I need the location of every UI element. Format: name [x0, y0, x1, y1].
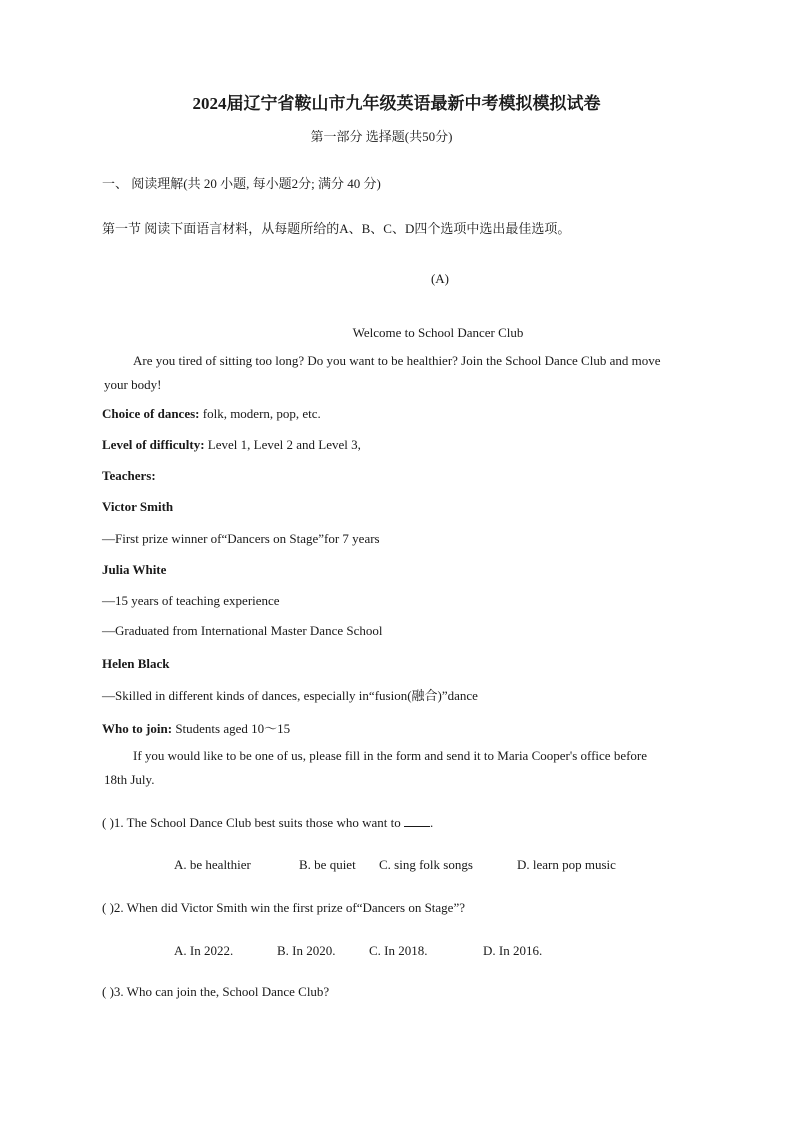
- section-instruction: 第一节 阅读下面语言材料，从每题所给的A、B、C、D四个选项中选出最佳选项。: [102, 221, 571, 236]
- question-2-stem: ( )2. When did Victor Smith win the first prize of“Dancers on Stage”?: [102, 900, 465, 915]
- passage-title: Welcome to School Dancer Club: [352, 325, 524, 340]
- closing-line1: If you would like to be one of us, please fill in the form and send it to Maria Cooper's office before: [133, 748, 648, 763]
- teacher3-detail: —Skilled in different kinds of dances, especially in“fusion(融合)”dance: [102, 688, 478, 703]
- teacher3-name: Helen Black: [102, 656, 170, 671]
- closing-line2: 18th July.: [104, 772, 155, 787]
- answer-blank: [404, 815, 430, 827]
- teachers-label: Teachers:: [102, 468, 156, 483]
- question-2-option-b: B. In 2020.: [277, 943, 336, 958]
- question-3-stem: ( )3. Who can join the, School Dance Club?: [102, 984, 330, 999]
- question-2-option-d: D. In 2016.: [483, 943, 543, 958]
- page-title: 2024届辽宁省鞍山市九年级英语最新中考模拟模拟试卷: [192, 94, 601, 113]
- teacher2-detail-2: —Graduated from International Master Dance School: [102, 623, 383, 638]
- who-value: Students aged 10～15: [172, 721, 291, 736]
- page-subtitle: 第一部分 选择题(共50分): [310, 129, 453, 144]
- who-row: [102, 721, 290, 737]
- question-2-option-c: C. In 2018.: [369, 943, 428, 958]
- teacher1-name: Victor Smith: [102, 499, 174, 514]
- question-1-option-a: A. be healthier: [174, 857, 251, 872]
- question-1-option-d: D. learn pop music: [517, 857, 616, 872]
- who-label: Who to join:: [102, 721, 173, 736]
- level-row: [102, 437, 361, 453]
- level-label: Level of difficulty:: [102, 437, 205, 452]
- passage-label: (A): [430, 271, 450, 286]
- question-1-option-c: C. sing folk songs: [379, 857, 473, 872]
- dances-label: Choice of dances:: [102, 406, 200, 421]
- passage-intro-line2: your body!: [104, 377, 162, 392]
- dances-row: [102, 406, 321, 422]
- passage-intro-line1: Are you tired of sitting too long? Do you want to be healthier? Join the School Dance Club and move: [133, 353, 661, 368]
- teacher1-detail: —First prize winner of“Dancers on Stage”for 7 years: [102, 531, 380, 546]
- question-2-option-a: A. In 2022.: [174, 943, 234, 958]
- section-heading: 一、 阅读理解(共 20 小题, 每小题2分; 满分 40 分): [102, 176, 381, 191]
- level-value: Level 1, Level 2 and Level 3,: [204, 437, 361, 452]
- teacher2-name: Julia White: [102, 562, 167, 577]
- dances-value: folk, modern, pop, etc.: [199, 406, 321, 421]
- question-1-stem: ( )1. The School Dance Club best suits those who want to .: [102, 815, 434, 830]
- teacher2-detail-1: —15 years of teaching experience: [102, 593, 280, 608]
- question-1-option-b: B. be quiet: [299, 857, 356, 872]
